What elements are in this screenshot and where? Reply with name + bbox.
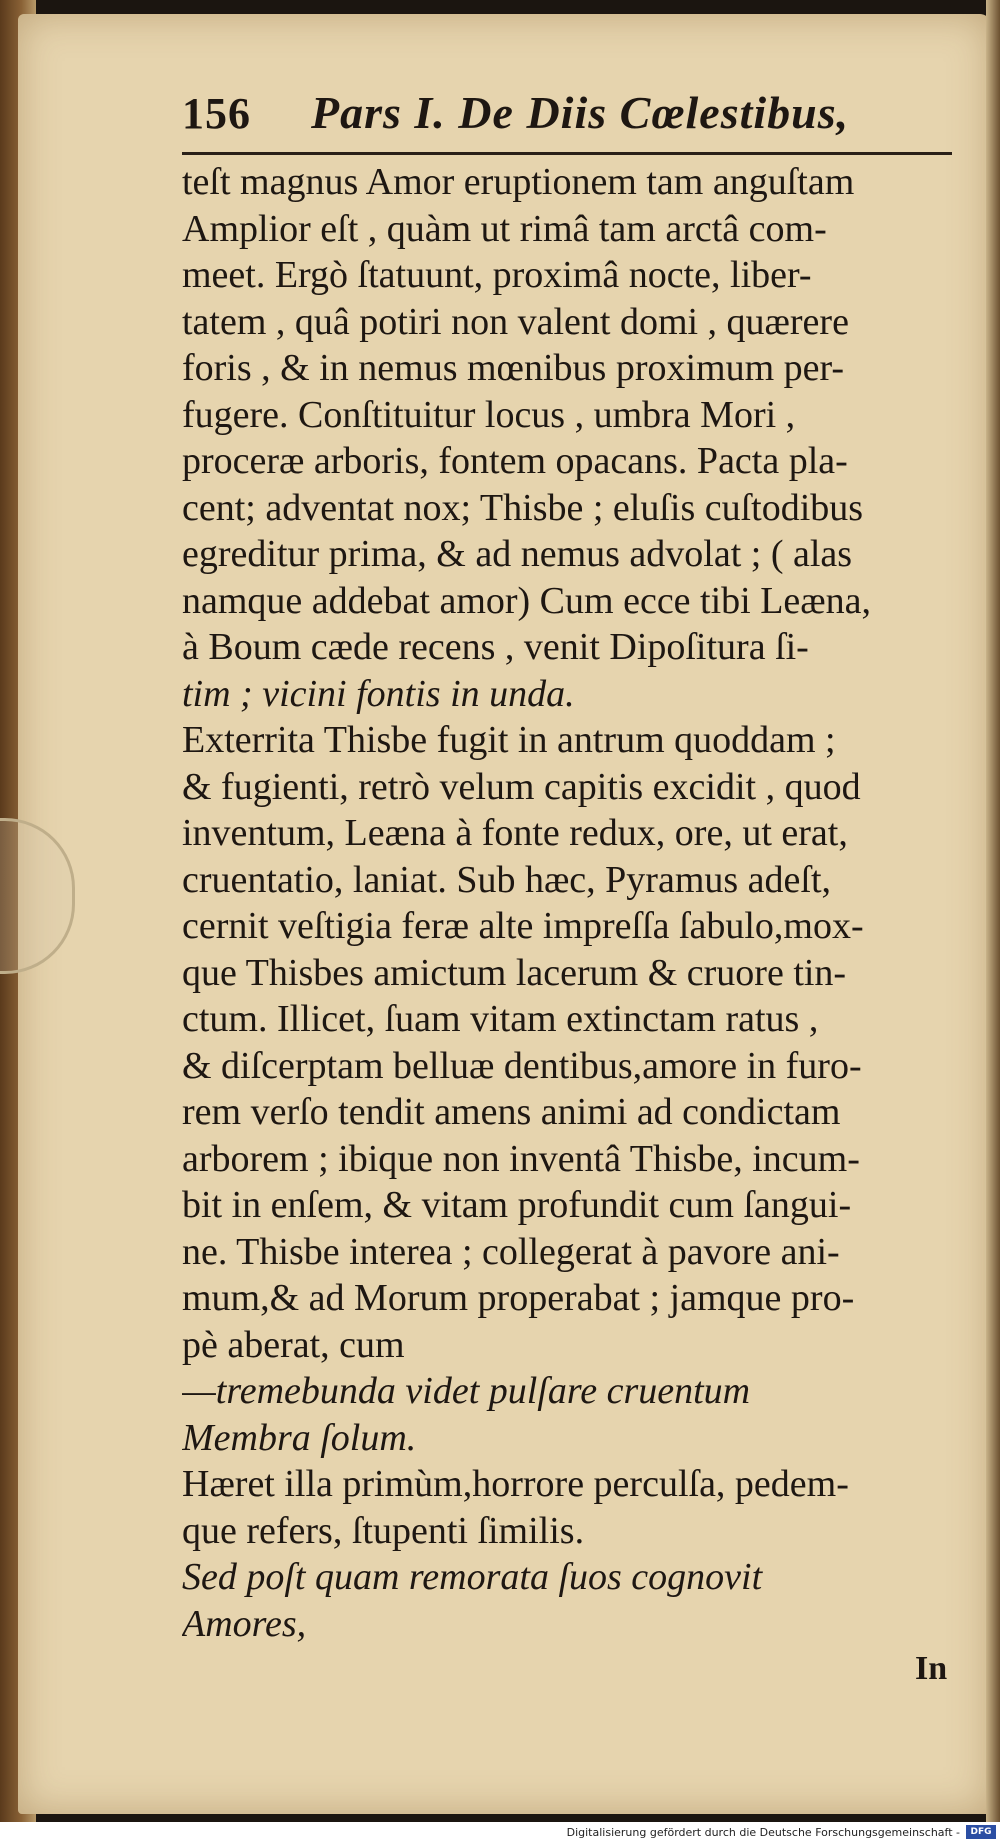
running-header [182,86,952,146]
text-line: cruentatio, laniat. Sub hæc, Pyramus adeſt, [182,858,832,901]
text-line: —tremebunda videt pulſare cruentum [182,1370,751,1412]
dfg-logo-icon: DFG [966,1825,996,1839]
text-line: mum,& ad Morum properabat ; jamque pro- [182,1277,855,1319]
text-line: Hæret illa primùm,horrore perculſa, pedem- [182,1463,849,1505]
text-line: bit in enſem, & vitam profundit cum ſangui- [182,1184,852,1226]
text-line: namque addebat amor) Cum ecce tibi Leæna, [182,579,872,622]
text-line: tatem , quâ potiri non valent domi , quærere [182,300,849,343]
text-line: pè aberat, cum [182,1323,405,1366]
text-line: inventum, Leæna à fonte redux, ore, ut erat, [182,812,848,854]
page-edge [986,0,1000,1843]
text-line: teſt magnus Amor eruptionem tam anguſtam [182,161,855,203]
catchword: In [915,1650,948,1687]
text-line: à Boum cæde recens , venit Dipoſitura ſi- [182,626,809,668]
text-line: ne. Thisbe interea ; collegerat à pavore ani- [182,1230,840,1273]
text-line: ctum. Illicet, ſuam vitam extinctam ratus , [182,998,819,1040]
page-text [182,86,952,1647]
text-line: cernit veſtigia feræ alte impreſſa ſabulo,mox- [182,905,864,947]
text-line: cent; adventat nox; Thisbe ; eluſis cuſtodibus [182,486,864,529]
text-line: que Thisbes amictum lacerum & cruore tin- [182,951,847,994]
text-line: egreditur prima, & ad nemus advolat ; ( alas [182,533,853,575]
footer-credit: Digitalisierung gefördert durch die Deutsche Forschungsgemeinschaft - [566,1826,960,1839]
body-text [182,159,952,1647]
text-line: foris , & in nemus mœnibus proximum per- [182,347,845,389]
text-line: fugere. Conſtituitur locus , umbra Mori , [182,393,796,436]
text-line: que refers, ſtupenti ſimilis. [182,1509,585,1552]
running-title: Pars I. De Diis Cœlestibus, [311,87,850,138]
digitization-footer [0,1822,1000,1843]
text-line: Amplior eſt , quàm ut rimâ tam arctâ com- [182,207,827,250]
header-rule [182,152,952,155]
page-number: 156 [182,89,251,138]
text-line: proceræ arboris, fontem opacans. Pacta pla- [182,440,848,482]
text-line: meet. Ergò ſtatuunt, proximâ nocte, liber- [182,254,812,296]
text-line: tim ; vicini fontis in unda. [182,672,575,715]
text-line: Sed poſt quam remorata ſuos cognovit [182,1556,763,1598]
text-line: & diſcerptam belluæ dentibus,amore in furo- [182,1044,862,1087]
text-line: Amores, [182,1602,307,1645]
text-line: Exterrita Thisbe fugit in antrum quoddam ; [182,719,836,761]
text-line: Membra ſolum. [182,1416,417,1459]
text-line: arborem ; ibique non inventâ Thisbe, incum- [182,1137,860,1180]
text-line: rem verſo tendit amens animi ad condictam [182,1091,841,1133]
text-line: & fugienti, retrò velum capitis excidit , quod [182,765,861,808]
